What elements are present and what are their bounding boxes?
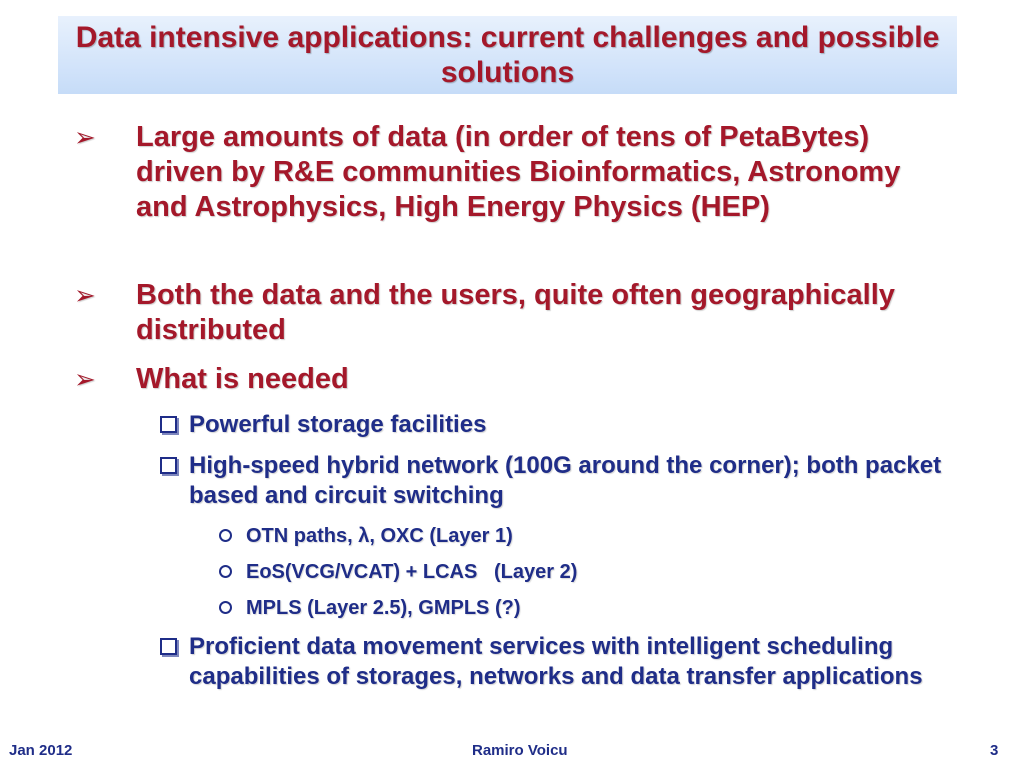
- slide-title: Data intensive applications: current challenges and possible solutions: [75, 21, 940, 89]
- checkbox-bullet-icon: [160, 416, 177, 433]
- bullet-text: Large amounts of data (in order of tens of PetaBytes) driven by R&E communities Bioinformatics, Astronomy and Astrophysics, High Energy Physics (HEP): [136, 121, 901, 223]
- footer-author: Ramiro Voicu: [472, 742, 568, 759]
- footer-date: Jan 2012: [9, 742, 73, 759]
- checkbox-bullet-icon: [160, 457, 177, 474]
- slide-title-banner: [58, 16, 957, 94]
- sub-sub-bullet-text: MPLS (Layer 2.5), GMPLS (?): [246, 597, 521, 619]
- sub-bullet-text: Powerful storage facilities: [189, 411, 487, 438]
- checkbox-bullet-icon: [160, 638, 177, 655]
- bullet-text: Both the data and the users, quite often geographically distributed: [136, 279, 895, 346]
- circle-bullet-icon: [219, 565, 232, 578]
- sub-bullet-text: High-speed hybrid network (100G around the corner); both packet based and circuit switching: [189, 452, 942, 509]
- arrow-bullet-icon: ➢: [74, 364, 96, 394]
- circle-bullet-icon: [219, 529, 232, 542]
- bullet-text: What is needed: [136, 363, 349, 395]
- circle-bullet-icon: [219, 601, 232, 614]
- arrow-bullet-icon: ➢: [74, 122, 96, 152]
- sub-sub-bullet-text: EoS(VCG/VCAT) + LCAS (Layer 2): [246, 561, 578, 583]
- sub-bullet-text: Proficient data movement services with intelligent scheduling capabilities of storages, networks and data transfer applications: [189, 633, 923, 690]
- arrow-bullet-icon: ➢: [74, 280, 96, 310]
- sub-sub-bullet-text: OTN paths, λ, OXC (Layer 1): [246, 525, 513, 547]
- footer-page-number: 3: [990, 742, 999, 759]
